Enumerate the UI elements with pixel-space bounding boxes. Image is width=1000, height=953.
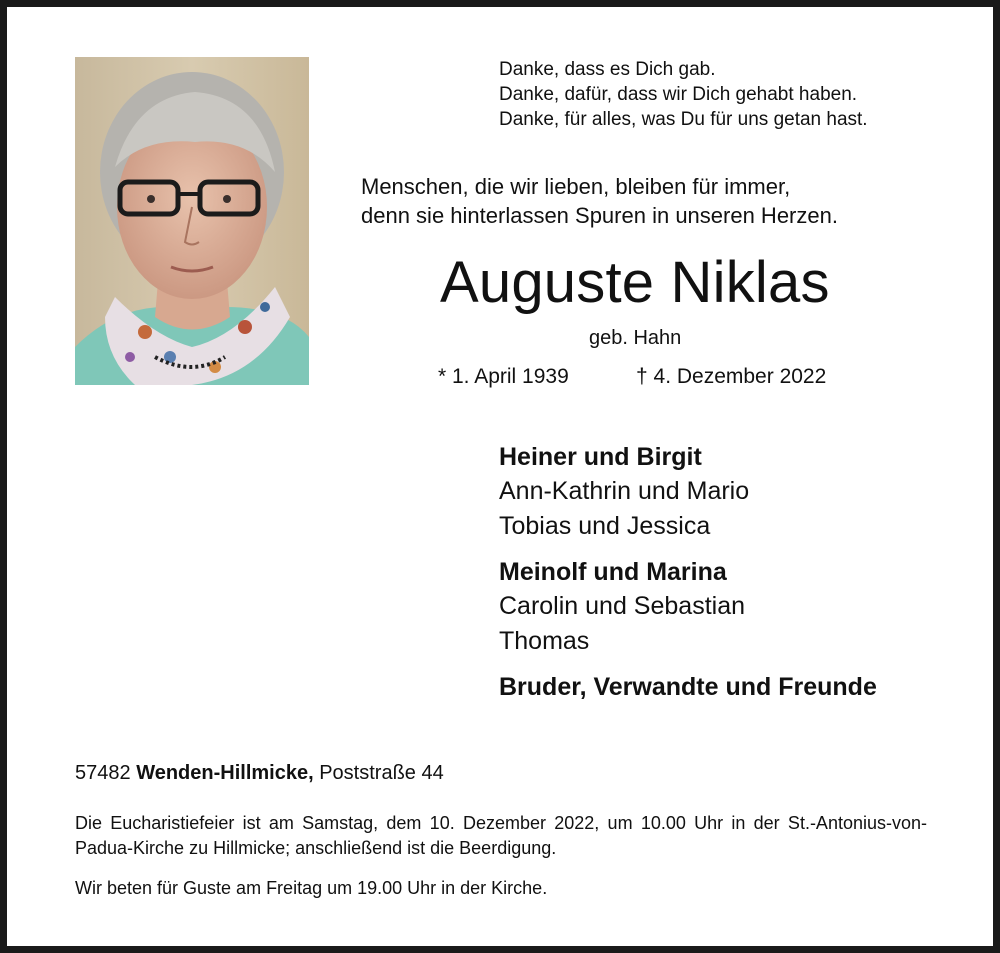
address-street: Poststraße 44 bbox=[319, 762, 444, 784]
prayer-text: Wir beten für Guste am Freitag um 19.00 Uhr in der Kirche. bbox=[75, 878, 548, 898]
birth-date: * 1. April 1939 bbox=[438, 365, 569, 388]
thanks-quote bbox=[499, 57, 868, 132]
family-line: Tobias und Jessica bbox=[499, 512, 711, 540]
thanks-line-3: Danke, für alles, was Du für uns getan hast. bbox=[499, 109, 868, 130]
address-line bbox=[75, 760, 444, 786]
family-line: Meinolf und Marina bbox=[499, 558, 727, 586]
address-postcode: 57482 bbox=[75, 762, 131, 784]
family-line: Thomas bbox=[499, 627, 590, 655]
death-date: † 4. Dezember 2022 bbox=[636, 365, 827, 388]
people-quote bbox=[361, 172, 838, 230]
people-line-2: denn sie hinterlassen Spuren in unseren Herzen. bbox=[361, 203, 838, 228]
maiden-name: geb. Hahn bbox=[589, 327, 682, 349]
family-line: Bruder, Verwandte und Freunde bbox=[499, 673, 877, 701]
portrait-photo bbox=[75, 57, 309, 385]
deceased-name: Auguste Niklas bbox=[440, 250, 830, 315]
family-line: Ann-Kathrin und Mario bbox=[499, 477, 750, 505]
family-line: Heiner und Birgit bbox=[499, 443, 702, 471]
people-line-1: Menschen, die wir lieben, bleiben für immer, bbox=[361, 174, 791, 199]
thanks-line-2: Danke, dafür, dass wir Dich gehabt haben. bbox=[499, 84, 858, 105]
address-town: Wenden-Hillmicke, bbox=[136, 762, 314, 784]
service-text: Die Eucharistiefeier ist am Samstag, dem 10. Dezember 2022, um 10.00 Uhr in der St.-Antonius-von-Padua-Kirche zu Hillmicke; anschließend ist die Beerdigung. bbox=[75, 813, 927, 858]
thanks-line-1: Danke, dass es Dich gab. bbox=[499, 59, 716, 80]
family-line: Carolin und Sebastian bbox=[499, 592, 745, 620]
